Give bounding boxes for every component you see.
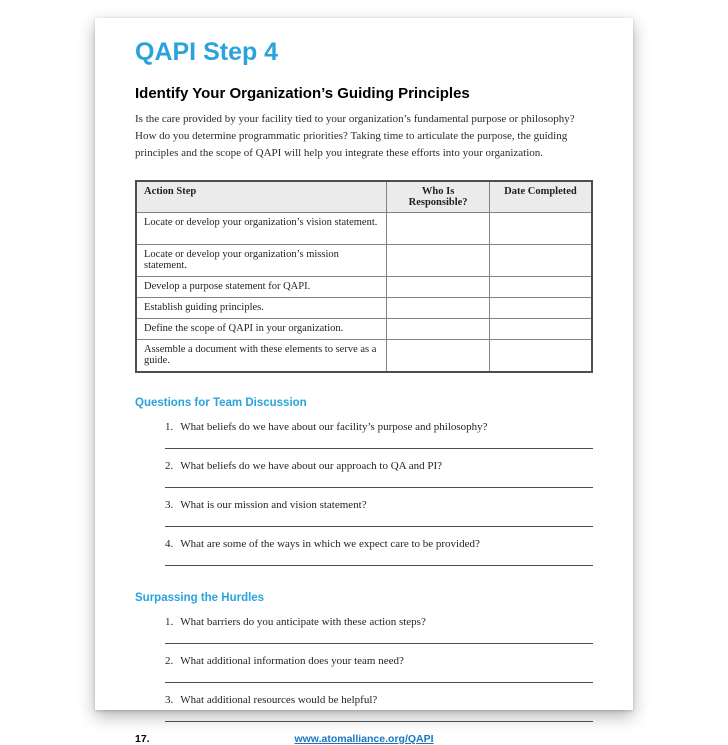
- item-text: What additional information does your team need?: [180, 654, 404, 667]
- action-step-cell: Locate or develop your organization’s vision statement.: [136, 213, 387, 245]
- date-completed-cell: [489, 298, 592, 319]
- item-text: What additional resources would be helpful?: [180, 693, 378, 706]
- date-completed-cell: [489, 245, 592, 277]
- who-is-responsible-cell: [387, 213, 490, 245]
- answer-line: [165, 565, 593, 566]
- table-row: [136, 213, 592, 245]
- list-item: [165, 538, 593, 566]
- item-text: What are some of the ways in which we expect care to be provided?: [180, 537, 480, 550]
- date-completed-cell: [489, 319, 592, 340]
- list-item: [165, 499, 593, 527]
- question-list: [135, 616, 593, 722]
- table-row: [136, 277, 592, 298]
- table-row: [136, 245, 592, 277]
- answer-line: [165, 487, 593, 488]
- table-header-date-completed: Date Completed: [489, 181, 592, 213]
- who-is-responsible-cell: [387, 340, 490, 372]
- action-step-cell: Assemble a document with these elements to serve as a guide.: [136, 340, 387, 372]
- list-item: [165, 421, 593, 449]
- date-completed-cell: [489, 277, 592, 298]
- item-number: 2.: [165, 654, 174, 667]
- section-heading-surpassing-hurdles: Surpassing the Hurdles: [135, 591, 265, 604]
- item-number: 3.: [165, 693, 174, 706]
- list-item: [165, 616, 593, 644]
- item-text: What barriers do you anticipate with these action steps?: [180, 615, 426, 628]
- item-text: What beliefs do we have about our facility’s purpose and philosophy?: [180, 420, 488, 433]
- action-step-cell: Develop a purpose statement for QAPI.: [136, 277, 387, 298]
- who-is-responsible-cell: [387, 319, 490, 340]
- who-is-responsible-cell: [387, 298, 490, 319]
- table-header-row: [136, 181, 592, 213]
- page-number: 17.: [135, 732, 150, 745]
- who-is-responsible-cell: [387, 277, 490, 298]
- item-text: What beliefs do we have about our approach to QA and PI?: [180, 459, 443, 472]
- list-item: [165, 460, 593, 488]
- item-number: 3.: [165, 498, 174, 511]
- answer-line: [165, 643, 593, 644]
- page-content: [95, 18, 633, 733]
- action-step-cell: Locate or develop your organization’s mission statement.: [136, 245, 387, 277]
- item-text: What is our mission and vision statement?: [180, 498, 367, 511]
- table-header-action-step: Action Step: [136, 181, 387, 213]
- date-completed-cell: [489, 213, 592, 245]
- table-row: [136, 298, 592, 319]
- document-page: [95, 18, 633, 745]
- answer-line: [165, 682, 593, 683]
- item-number: 1.: [165, 420, 174, 433]
- action-step-cell: Establish guiding principles.: [136, 298, 387, 319]
- answer-line: [165, 526, 593, 527]
- list-item: [165, 694, 593, 722]
- table-header-who-is-responsible: Who Is Responsible?: [387, 181, 490, 213]
- action-step-cell: Define the scope of QAPI in your organization.: [136, 319, 387, 340]
- answer-line: [165, 721, 593, 722]
- section-title: Identify Your Organization’s Guiding Principles: [135, 85, 470, 102]
- answer-line: [165, 448, 593, 449]
- page-footer: [95, 733, 633, 745]
- table-row: [136, 340, 592, 372]
- list-item: [165, 655, 593, 683]
- item-number: 4.: [165, 537, 174, 550]
- question-list: [135, 421, 593, 566]
- intro-paragraph: Is the care provided by your facility tied to your organization’s fundamental purpose or philosophy? How do you determine programmatic priorities? Taking time to articulate the purpose, the guiding principles and the scope of QAPI will help you integrate these efforts into your organization.: [135, 113, 575, 160]
- who-is-responsible-cell: [387, 245, 490, 277]
- table-row: [136, 319, 592, 340]
- date-completed-cell: [489, 340, 592, 372]
- item-number: 1.: [165, 615, 174, 628]
- action-steps-table: [135, 180, 593, 373]
- section-heading-team-discussion: Questions for Team Discussion: [135, 396, 307, 409]
- footer-link[interactable]: www.atomalliance.org/QAPI: [294, 732, 434, 745]
- item-number: 2.: [165, 459, 174, 472]
- page-title: QAPI Step 4: [135, 38, 279, 66]
